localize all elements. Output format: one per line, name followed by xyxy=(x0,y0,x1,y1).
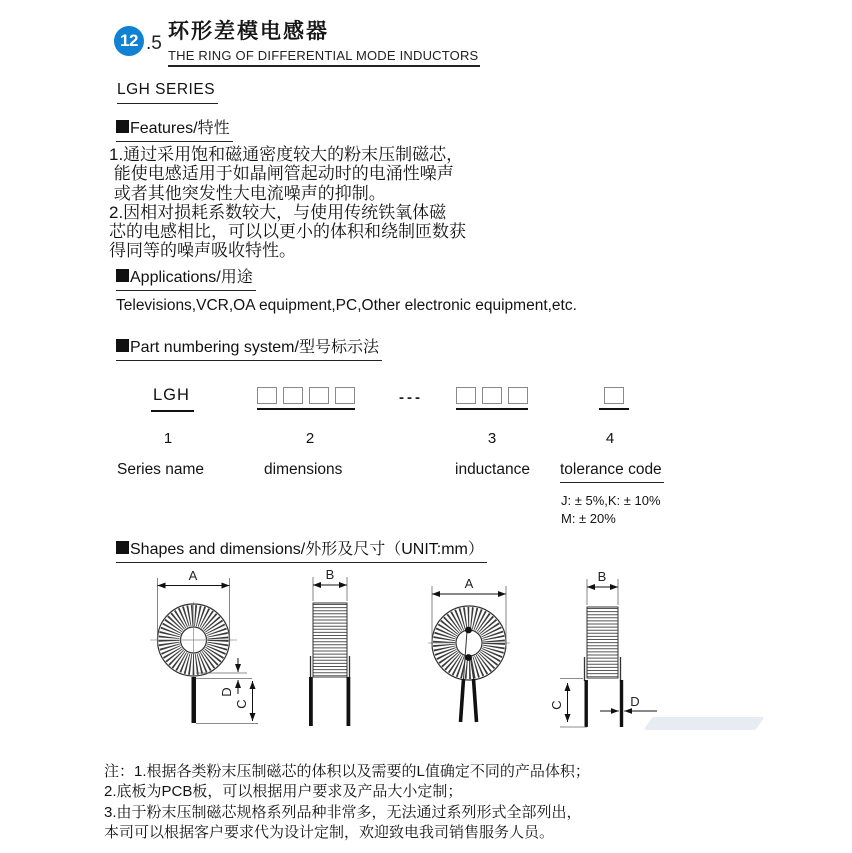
section-heading-features xyxy=(116,115,233,142)
digit-box xyxy=(257,387,277,404)
lead-wire xyxy=(347,677,351,726)
digit-box xyxy=(335,387,355,404)
section-heading-applications xyxy=(116,264,256,291)
group-index: 2 xyxy=(305,430,315,447)
section-heading-shapes xyxy=(116,536,487,563)
dim-label-C: C xyxy=(234,699,249,709)
dim-label-B: B xyxy=(325,567,335,582)
lead-wire xyxy=(585,680,588,727)
section-heading-part-numbering xyxy=(116,334,382,361)
features-line: 1.通过采用饱和磁通密度较大的粉末压制磁芯， xyxy=(109,145,464,164)
features-line: 或者其他突发性大电流噪声的抑制。 xyxy=(109,183,386,203)
group-index: 4 xyxy=(605,430,615,447)
toroid-top-view-1 xyxy=(150,568,258,724)
notes-text xyxy=(104,762,590,843)
note-line: 2.底板为PCB板，可以根据用户要求及产品大小定制； xyxy=(104,783,463,801)
dim-label-A: A xyxy=(464,576,474,591)
group-label-tolerance-code: tolerance code xyxy=(560,461,664,483)
toroid-top-view-2 xyxy=(428,576,510,722)
tolerance-note: J: ± 5%,K: ± 10% xyxy=(561,493,661,508)
note-line: 3.由于粉末压制磁芯规格系列品种非常多，无法通过系列形式全部列出， xyxy=(104,803,582,821)
section-bullet-icon xyxy=(116,339,129,352)
digit-box xyxy=(283,387,303,404)
group-label-inductance: inductance xyxy=(455,461,530,478)
digit-box-group-dimensions xyxy=(257,387,355,410)
section-heading-label: Applications/用途 xyxy=(130,269,253,286)
lead-wire xyxy=(192,677,197,723)
group-index: 1 xyxy=(163,430,173,447)
page-title-block xyxy=(168,15,480,67)
section-heading-label: Features/特性 xyxy=(130,120,230,137)
features-text xyxy=(109,145,466,261)
features-line: 芯的电感相比，可以以更小的体积和绕制匝数获 xyxy=(109,222,466,242)
toroid-side-view-1 xyxy=(309,567,350,726)
digit-box xyxy=(309,387,329,404)
page-title: 环形差模电感器 xyxy=(168,20,329,43)
tolerance-note: M: ± 20% xyxy=(561,511,616,526)
dim-label-C: C xyxy=(549,700,564,710)
lead-wire xyxy=(309,677,313,726)
group-label-dimensions: dimensions xyxy=(264,461,343,478)
section-bullet-icon xyxy=(116,541,129,554)
digit-box xyxy=(482,387,502,404)
dim-label-B: B xyxy=(597,569,607,584)
lead-wire xyxy=(474,679,477,722)
chapter-suffix: .5 xyxy=(146,33,162,54)
note-line: 本司可以根据客户要求代为设计定制，欢迎致电我司销售服务人员。 xyxy=(104,823,555,841)
digit-box xyxy=(456,387,476,404)
series-name: LGH SERIES xyxy=(117,81,218,104)
group-label-series-name: Series name xyxy=(117,461,205,478)
dim-label-D: D xyxy=(219,687,234,697)
dim-label-D: D xyxy=(630,694,640,709)
lead-wire xyxy=(461,679,464,722)
features-line: 能使电感适用于如晶闸管起动时的电涌性噪声 xyxy=(109,164,454,184)
applications-text: Televisions,VCR,OA equipment,PC,Other electronic equipment,etc. xyxy=(116,297,577,314)
toroid-side-view-2 xyxy=(549,569,657,727)
chapter-number: 12 xyxy=(120,31,138,50)
faint-watermark-smudge xyxy=(643,717,764,730)
chapter-number-badge xyxy=(114,26,144,56)
section-bullet-icon xyxy=(116,120,129,133)
group-index: 3 xyxy=(487,430,497,447)
part-number-prefix: LGH xyxy=(151,386,194,412)
note-line: 注：1.根据各类粉末压制磁芯的体积以及需要的L值确定不同的产品体积； xyxy=(104,763,590,780)
page-subtitle: THE RING OF DIFFERENTIAL MODE INDUCTORS xyxy=(168,48,479,63)
digit-box xyxy=(508,387,528,404)
lead-wire xyxy=(620,680,623,727)
features-line: 得同等的噪声吸收特性。 xyxy=(109,241,296,261)
features-line: 2.因相对损耗系数较大，与使用传统铁氧体磁 xyxy=(109,202,447,222)
tolerance-notes xyxy=(561,492,661,528)
digit-box-group-tolerance xyxy=(599,387,629,410)
part-number-separator: --- xyxy=(399,389,423,406)
dim-label-A: A xyxy=(188,568,198,583)
digit-box xyxy=(604,387,624,404)
section-heading-label: Shapes and dimensions/外形及尺寸（UNIT:mm） xyxy=(130,541,484,558)
section-heading-label: Part numbering system/型号标示法 xyxy=(130,339,379,356)
section-bullet-icon xyxy=(116,269,129,282)
digit-box-group-inductance xyxy=(456,387,528,410)
